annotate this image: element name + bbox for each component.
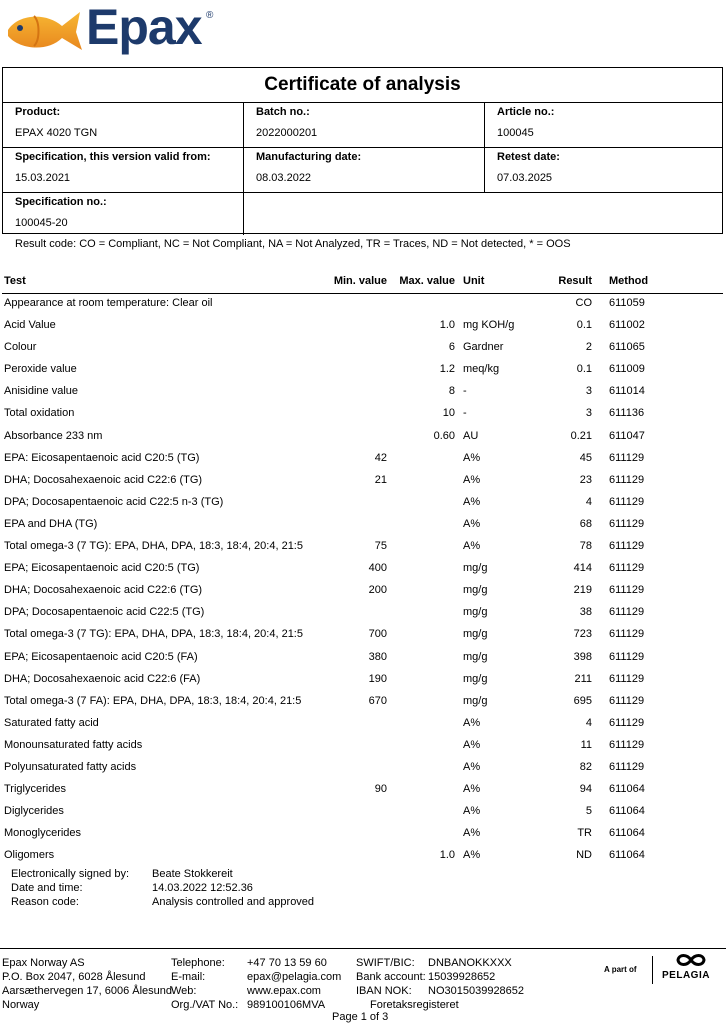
pelagia-wordmark: PELAGIA <box>662 970 710 981</box>
swift-label: SWIFT/BIC: <box>356 957 415 969</box>
table-row <box>2 602 723 624</box>
signed-value: Beate Stokkereit <box>152 868 233 880</box>
pelagia-logo <box>662 952 722 986</box>
cell-method: 611129 <box>609 650 645 663</box>
cell-method: 611064 <box>609 849 645 862</box>
cell-result: 219 <box>573 584 592 597</box>
cell-max-value: 1.0 <box>439 849 455 862</box>
cell-method: 611129 <box>609 716 645 729</box>
batch-label: Batch no.: <box>256 106 310 118</box>
iban-value: NO3015039928652 <box>428 985 525 997</box>
table-row <box>2 426 723 448</box>
cell-min-value: 21 <box>374 473 387 486</box>
batch-value: 2022000201 <box>256 127 318 139</box>
retest-label: Retest date: <box>497 151 560 163</box>
article-cell <box>485 103 723 147</box>
table-row <box>2 801 723 823</box>
table-row <box>2 713 723 735</box>
table-row <box>2 691 723 713</box>
cell-result: ND <box>576 849 592 862</box>
cert-row-product <box>3 103 722 148</box>
cell-result: 398 <box>573 650 592 663</box>
cert-row-dates <box>3 148 722 193</box>
cell-result: 45 <box>579 451 592 464</box>
cell-result: 2 <box>585 341 592 354</box>
cell-test: DHA; Docosahexaenoic acid C22:6 (TG) <box>4 473 203 486</box>
cell-test: Monounsaturated fatty acids <box>4 738 143 751</box>
table-row <box>2 381 723 403</box>
certificate-box <box>2 67 723 234</box>
footer-contact-labels <box>171 956 238 1012</box>
cell-result: 4 <box>585 716 592 729</box>
table-row <box>2 514 723 536</box>
table-row <box>2 647 723 669</box>
footer-address <box>2 956 172 1012</box>
cell-method: 611129 <box>609 517 645 530</box>
swift-value: DNBANOKKXXX <box>428 957 512 969</box>
table-row <box>2 293 723 315</box>
web-value: www.epax.com <box>247 985 321 997</box>
email-label: E-mail: <box>171 971 206 983</box>
cell-method: 611129 <box>609 628 645 641</box>
address-line-1: P.O. Box 2047, 6028 Ålesund <box>2 971 146 983</box>
cell-result: 0.1 <box>576 363 592 376</box>
batch-cell <box>244 103 485 147</box>
cell-min-value: 90 <box>374 783 387 796</box>
reason-label: Reason code: <box>11 896 79 908</box>
table-row <box>2 757 723 779</box>
cell-test: Acid Value <box>4 319 56 332</box>
cell-unit: A% <box>463 760 481 773</box>
cell-unit: A% <box>463 827 481 840</box>
cell-max-value: 6 <box>448 341 455 354</box>
cell-test: Diglycerides <box>4 805 64 818</box>
table-row <box>2 624 723 646</box>
cell-method: 611129 <box>609 606 645 619</box>
cell-method: 611064 <box>609 783 645 796</box>
iban-label: IBAN NOK: <box>356 985 412 997</box>
cell-result: 0.21 <box>570 429 592 442</box>
table-row <box>2 337 723 359</box>
page-number: Page 1 of 3 <box>332 1011 389 1023</box>
cell-method: 611059 <box>609 297 645 309</box>
product-cell <box>3 103 244 147</box>
cert-row-spec <box>3 193 722 235</box>
cell-result: 414 <box>573 562 592 575</box>
cell-max-value: 1.2 <box>439 363 455 376</box>
cell-test: DPA; Docosapentaenoic acid C22:5 (TG) <box>4 606 205 619</box>
cell-method: 611047 <box>609 429 645 442</box>
cell-method: 611129 <box>609 473 645 486</box>
cell-test: Absorbance 233 nm <box>4 429 103 442</box>
cell-max-value: 0.60 <box>433 429 455 442</box>
cell-result: 11 <box>580 738 592 751</box>
table-row <box>2 492 723 514</box>
table-row <box>2 845 723 867</box>
cell-result: 38 <box>579 606 592 619</box>
address-line-2: Aarsæthervegen 17, 6006 Ålesund <box>2 985 173 997</box>
results-table-body <box>2 293 723 867</box>
cell-test: Monoglycerides <box>4 827 82 840</box>
header-test: Test <box>4 275 26 287</box>
cell-test: Anisidine value <box>4 385 78 398</box>
header-unit: Unit <box>463 275 485 287</box>
cell-test: EPA and DHA (TG) <box>4 517 98 530</box>
cell-unit: meq/kg <box>463 363 500 376</box>
article-label: Article no.: <box>497 106 555 118</box>
email-value: epax@pelagia.com <box>247 971 342 983</box>
cell-test: DHA; Docosahexaenoic acid C22:6 (TG) <box>4 584 203 597</box>
cell-method: 611129 <box>609 738 645 751</box>
table-row <box>2 823 723 845</box>
cell-method: 611129 <box>609 540 645 553</box>
cell-result: TR <box>577 827 592 840</box>
mfg-value: 08.03.2022 <box>256 172 312 184</box>
cell-unit: Gardner <box>463 341 504 354</box>
table-row <box>2 470 723 492</box>
header-method: Method <box>609 275 649 287</box>
header-min: Min. value <box>333 275 387 287</box>
web-label: Web: <box>171 985 197 997</box>
cell-unit: mg/g <box>463 694 488 707</box>
cell-result: 82 <box>579 760 592 773</box>
tel-value: +47 70 13 59 60 <box>247 957 327 969</box>
certificate-title: Certificate of analysis <box>3 68 722 103</box>
header-max: Max. value <box>399 275 455 287</box>
registry: Foretaksregisteret <box>370 999 459 1011</box>
signed-by-row <box>11 868 411 882</box>
cell-min-value: 400 <box>368 562 387 575</box>
cell-min-value: 700 <box>368 628 387 641</box>
cell-method: 611129 <box>609 584 645 597</box>
cell-test: Triglycerides <box>4 783 66 796</box>
cell-result: 94 <box>579 783 592 796</box>
mfg-cell <box>244 148 485 192</box>
cell-result: 0.1 <box>576 319 592 332</box>
cell-test: Colour <box>4 341 37 354</box>
goldfish-icon <box>4 6 84 58</box>
cell-unit: A% <box>463 738 481 751</box>
table-row <box>2 558 723 580</box>
retest-value: 07.03.2025 <box>497 172 553 184</box>
cell-result: 695 <box>573 694 592 707</box>
cell-method: 611129 <box>609 760 645 773</box>
spec-valid-label: Specification, this version valid from: <box>15 151 211 163</box>
table-row <box>2 403 723 425</box>
table-row <box>2 580 723 602</box>
cell-method: 611129 <box>609 672 645 685</box>
cell-max-value: 10 <box>442 407 455 420</box>
table-row <box>2 536 723 558</box>
table-row <box>2 359 723 381</box>
footer-bank-values <box>428 956 524 998</box>
cell-test: Total oxidation <box>4 407 75 420</box>
cell-unit: - <box>463 385 467 398</box>
cell-min-value: 670 <box>368 694 387 707</box>
bank-value: 15039928652 <box>428 971 496 983</box>
cell-result: 211 <box>574 672 592 685</box>
signed-label: Electronically signed by: <box>11 868 130 880</box>
cell-unit: mg/g <box>463 584 488 597</box>
cell-method: 611064 <box>609 827 645 840</box>
table-row <box>2 669 723 691</box>
cell-result: 23 <box>579 473 592 486</box>
results-table-header <box>2 273 723 294</box>
cell-result: 78 <box>579 540 592 553</box>
cell-method: 611129 <box>609 495 645 508</box>
cell-test: Polyunsaturated fatty acids <box>4 760 137 773</box>
cell-method: 611014 <box>609 385 645 398</box>
cell-unit: mg KOH/g <box>463 319 515 332</box>
result-code-legend: Result code: CO = Compliant, NC = Not Compliant, NA = Not Analyzed, TR = Traces, ND = Not detected, * = OOS <box>15 238 571 250</box>
reason-row <box>11 896 411 910</box>
cell-method: 611009 <box>609 363 645 376</box>
cell-test: DHA; Docosahexaenoic acid C22:6 (FA) <box>4 672 201 685</box>
cell-method: 611064 <box>609 805 645 818</box>
cell-test: Total omega-3 (7 FA): EPA, DHA, DPA, 18:3, 18:4, 20:4, 21:5 <box>4 694 302 707</box>
cell-unit: AU <box>463 429 479 442</box>
spec-valid-value: 15.03.2021 <box>15 172 71 184</box>
registered-mark: ® <box>206 10 214 21</box>
date-time-row <box>11 882 411 896</box>
cell-unit: mg/g <box>463 672 488 685</box>
cell-result: 723 <box>573 628 592 641</box>
cell-unit: - <box>463 407 467 420</box>
cell-test: EPA; Eicosapentaenoic acid C20:5 (TG) <box>4 562 200 575</box>
cell-unit: A% <box>463 716 481 729</box>
table-row <box>2 315 723 337</box>
cell-unit: mg/g <box>463 606 488 619</box>
cell-method: 611129 <box>609 562 645 575</box>
part-of-label: A part of <box>604 965 637 974</box>
cell-test: Saturated fatty acid <box>4 716 99 729</box>
epax-logo <box>4 2 264 60</box>
cell-method: 611129 <box>609 451 645 464</box>
cell-method: 611065 <box>609 341 645 354</box>
bank-label: Bank account: <box>356 971 426 983</box>
specno-cell <box>3 193 244 235</box>
cell-result: 3 <box>585 407 592 420</box>
table-row <box>2 735 723 757</box>
retest-cell <box>485 148 723 192</box>
cell-unit: A% <box>463 783 481 796</box>
date-label: Date and time: <box>11 882 83 894</box>
table-row <box>2 779 723 801</box>
cell-unit: A% <box>463 805 481 818</box>
cell-test: Total omega-3 (7 TG): EPA, DHA, DPA, 18:3, 18:4, 20:4, 21:5 <box>4 540 303 553</box>
cell-unit: A% <box>463 517 481 530</box>
cell-unit: A% <box>463 473 481 486</box>
footer-divider <box>0 948 726 949</box>
cell-method: 611136 <box>609 407 645 420</box>
product-label: Product: <box>15 106 61 118</box>
date-value: 14.03.2022 12:52.36 <box>152 882 253 894</box>
header-result: Result <box>558 275 592 287</box>
cell-test: DPA; Docosapentaenoic acid C22:5 n-3 (TG) <box>4 495 224 508</box>
spec-valid-cell <box>3 148 244 192</box>
cell-min-value: 190 <box>368 672 387 685</box>
cell-result: 5 <box>585 805 592 818</box>
org-label: Org./VAT No.: <box>171 999 239 1011</box>
specno-value: 100045-20 <box>15 217 68 229</box>
cell-unit: A% <box>463 451 481 464</box>
cell-unit: A% <box>463 849 481 862</box>
footer-contact-values <box>247 956 341 1012</box>
cell-unit: mg/g <box>463 650 488 663</box>
cell-result: 3 <box>585 385 592 398</box>
specno-label: Specification no.: <box>15 196 107 208</box>
cell-test: EPA: Eicosapentaenoic acid C20:5 (TG) <box>4 451 200 464</box>
tel-label: Telephone: <box>171 957 225 969</box>
table-row <box>2 448 723 470</box>
cell-min-value: 380 <box>368 650 387 663</box>
cell-test: EPA; Eicosapentaenoic acid C20:5 (FA) <box>4 650 198 663</box>
pelagia-divider <box>652 956 653 984</box>
cell-max-value: 8 <box>448 385 455 398</box>
cell-test: Appearance at room temperature: Clear oil <box>4 297 213 309</box>
infinity-icon <box>674 952 708 968</box>
cell-unit: mg/g <box>463 562 488 575</box>
cell-test: Peroxide value <box>4 363 77 376</box>
product-value: EPAX 4020 TGN <box>15 127 98 139</box>
company-name: Epax Norway AS <box>2 957 85 969</box>
signature-block <box>11 868 411 910</box>
cell-result: 4 <box>585 495 592 508</box>
cell-result: CO <box>575 297 592 309</box>
cell-result: 68 <box>579 517 592 530</box>
cell-unit: mg/g <box>463 628 488 641</box>
cell-min-value: 75 <box>374 540 387 553</box>
cell-test: Oligomers <box>4 849 55 862</box>
brand-name: Epax <box>86 0 202 55</box>
cell-test: Total omega-3 (7 TG): EPA, DHA, DPA, 18:3, 18:4, 20:4, 21:5 <box>4 628 303 641</box>
mfg-label: Manufacturing date: <box>256 151 362 163</box>
cell-method: 611002 <box>609 319 645 332</box>
cell-unit: A% <box>463 540 481 553</box>
cell-min-value: 42 <box>374 451 387 464</box>
cell-min-value: 200 <box>368 584 387 597</box>
cell-max-value: 1.0 <box>439 319 455 332</box>
cell-unit: A% <box>463 495 481 508</box>
org-value: 989100106MVA <box>247 999 326 1011</box>
article-value: 100045 <box>497 127 534 139</box>
country: Norway <box>2 999 40 1011</box>
reason-value: Analysis controlled and approved <box>152 896 315 908</box>
cell-method: 611129 <box>609 694 645 707</box>
